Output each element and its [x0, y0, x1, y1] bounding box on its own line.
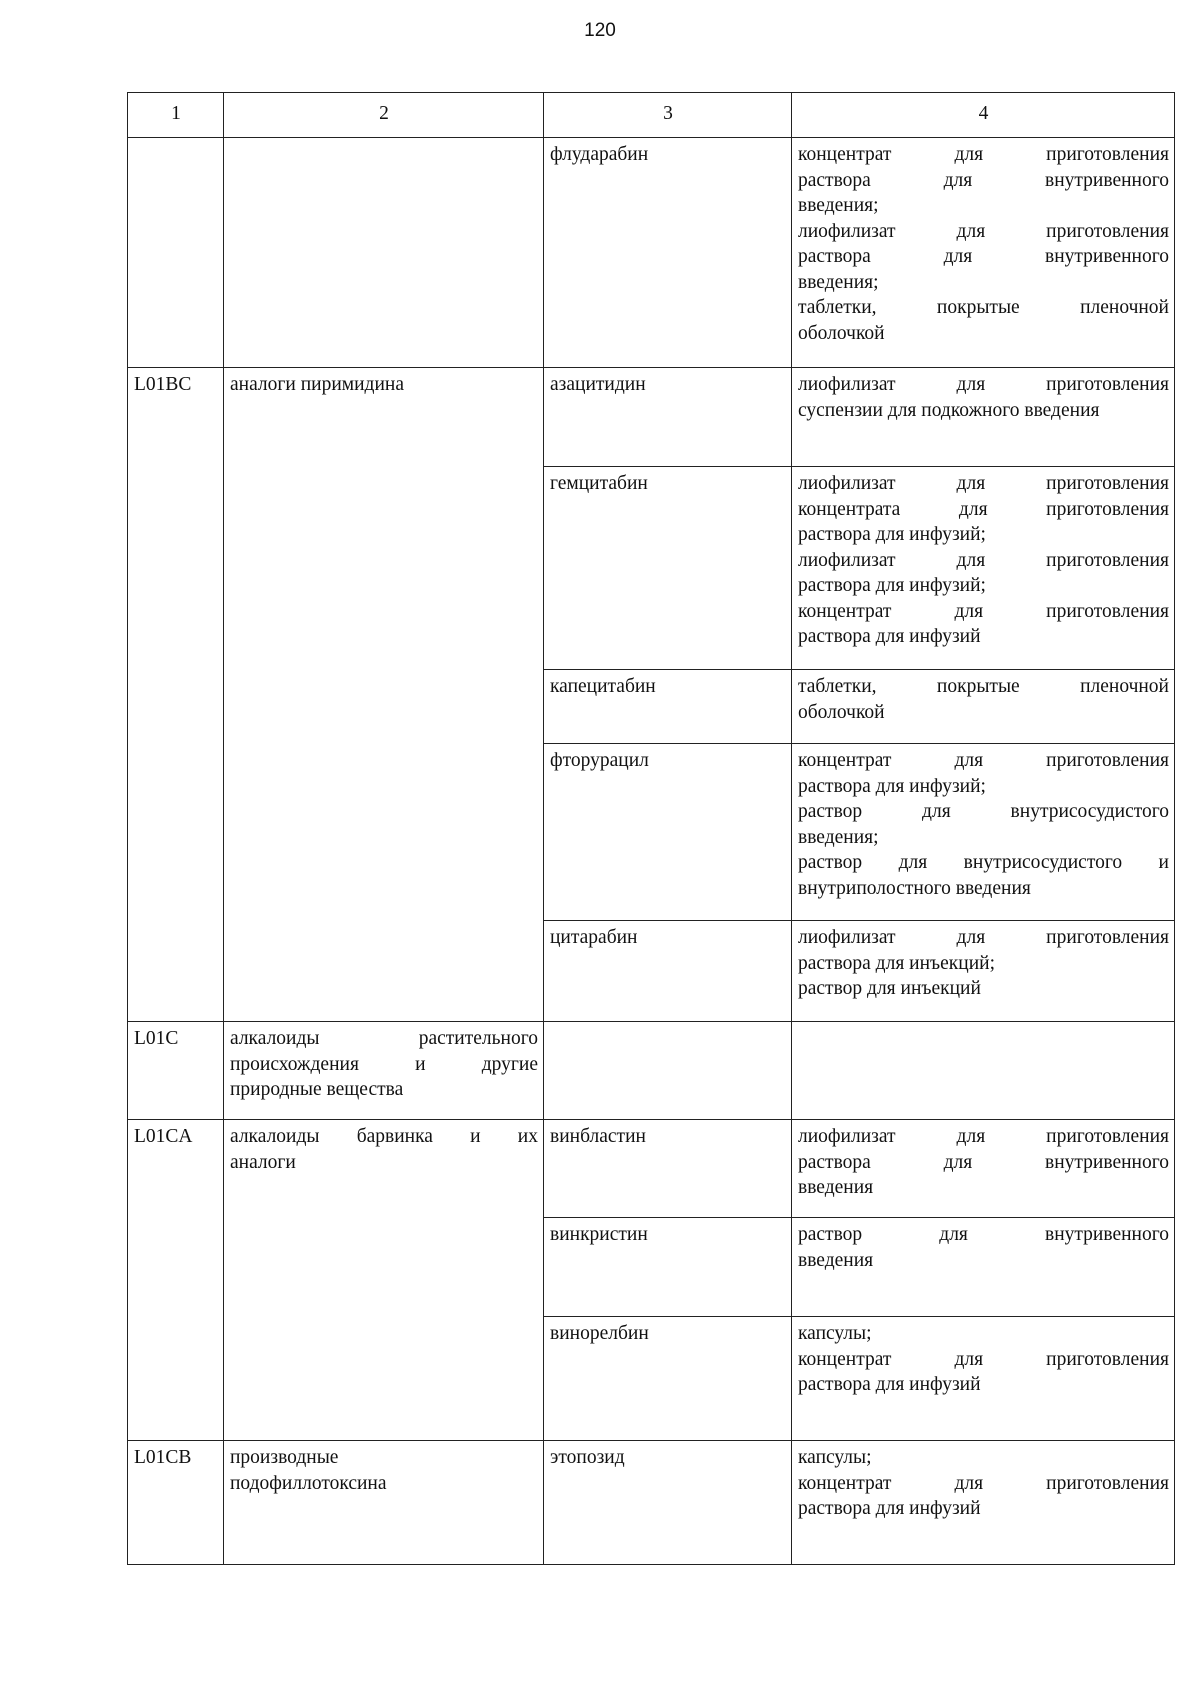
dosage-form-line: лиофилизат для приготовления [798, 549, 1169, 571]
group-cell [224, 1120, 544, 1441]
dosage-forms-cell [792, 744, 1175, 921]
group-cell [224, 1441, 544, 1565]
dosage-form-line: раствора для внутривенного [798, 1151, 1169, 1173]
drug-name-cell: этопозид [544, 1441, 792, 1565]
dosage-form-line: концентрат для приготовления [798, 600, 1169, 622]
dosage-form-line: введения; [798, 271, 879, 293]
table-row [128, 138, 1175, 368]
dosage-form-line: раствора для инфузий [798, 1374, 981, 1395]
group-line: производные [230, 1447, 339, 1468]
atc-code-cell: L01C [128, 1022, 224, 1120]
group-line: алкалоиды барвинка и их [230, 1126, 538, 1147]
dosage-form-line: суспензии для подкожного введения [798, 399, 1100, 421]
dosage-forms-cell [792, 1022, 1175, 1120]
drug-name-cell: винкристин [544, 1218, 792, 1317]
group-cell [224, 138, 544, 368]
dosage-forms-cell [792, 1120, 1175, 1218]
dosage-form-line: лиофилизат для приготовления [798, 927, 1169, 948]
drug-name-cell: винбластин [544, 1120, 792, 1218]
group-line: подофиллотоксина [230, 1472, 387, 1494]
table-row [128, 368, 1175, 467]
dosage-form-line: концентрат для приготовления [798, 1472, 1169, 1494]
group-cell: аналоги пиримидина [224, 368, 544, 1022]
dosage-form-line: раствора для инфузий; [798, 524, 986, 545]
header-col-1: 1 [128, 93, 224, 138]
dosage-form-line: таблетки, покрытые пленочной [798, 297, 1169, 318]
header-col-4: 4 [792, 93, 1175, 138]
dosage-form-line: раствор для инъекций [798, 978, 981, 999]
dosage-forms-cell [792, 138, 1175, 368]
dosage-form-line: оболочкой [798, 322, 885, 344]
drug-table [127, 92, 1175, 1565]
group-line: аналоги [230, 1151, 296, 1173]
table-row [128, 1120, 1175, 1218]
header-col-3: 3 [544, 93, 792, 138]
dosage-form-line: раствора для инфузий [798, 1498, 981, 1519]
page-number: 120 [584, 20, 616, 41]
dosage-form-line: раствора для инфузий [798, 626, 981, 647]
dosage-form-line: раствора для внутривенного [798, 169, 1169, 191]
dosage-form-line: раствор для внутрисосудистого и [798, 852, 1169, 873]
dosage-form-line: лиофилизат для приготовления [798, 220, 1169, 242]
dosage-form-line: капсулы; [798, 1323, 872, 1344]
dosage-forms-cell [792, 670, 1175, 744]
drug-name-cell: азацитидин [544, 368, 792, 467]
dosage-form-line: раствора для инфузий; [798, 575, 986, 596]
drug-name-cell: флударабин [544, 138, 792, 368]
dosage-forms-cell [792, 1441, 1175, 1565]
table-header-row [128, 93, 1175, 138]
drug-name-cell: гемцитабин [544, 467, 792, 670]
dosage-form-line: концентрата для приготовления [798, 498, 1169, 520]
dosage-form-line: капсулы; [798, 1447, 872, 1468]
dosage-form-line: раствора для инфузий; [798, 775, 986, 797]
dosage-form-line: введения; [798, 195, 879, 216]
dosage-forms-cell [792, 467, 1175, 670]
header-col-2: 2 [224, 93, 544, 138]
dosage-form-line: концентрат для приготовления [798, 1348, 1169, 1370]
dosage-form-line: раствора для внутривенного [798, 246, 1169, 267]
dosage-forms-cell [792, 1317, 1175, 1441]
dosage-forms-cell [792, 921, 1175, 1022]
drug-name-cell: капецитабин [544, 670, 792, 744]
drug-name-cell: фторурацил [544, 744, 792, 921]
dosage-form-line: введения [798, 1249, 874, 1271]
atc-code-cell: L01CB [128, 1441, 224, 1565]
dosage-form-line: лиофилизат для приготовления [798, 1126, 1169, 1147]
table-row [128, 1441, 1175, 1565]
dosage-form-line: раствор для внутривенного [798, 1224, 1169, 1245]
drug-name-cell: винорелбин [544, 1317, 792, 1441]
dosage-form-line: лиофилизат для приготовления [798, 374, 1169, 395]
group-cell [224, 1022, 544, 1120]
table-row [128, 1022, 1175, 1120]
group-line: алкалоиды растительного [230, 1028, 538, 1049]
dosage-forms-cell [792, 1218, 1175, 1317]
dosage-form-line: раствора для инъекций; [798, 952, 995, 974]
group-line: происхождения и другие [230, 1053, 538, 1075]
dosage-forms-cell [792, 368, 1175, 467]
dosage-form-line: лиофилизат для приготовления [798, 473, 1169, 494]
dosage-form-line: введения [798, 1177, 874, 1198]
atc-code-cell: L01BC [128, 368, 224, 1022]
dosage-form-line: раствор для внутрисосудистого [798, 801, 1169, 822]
atc-code-cell: L01CA [128, 1120, 224, 1441]
drug-name-cell: цитарабин [544, 921, 792, 1022]
dosage-form-line: введения; [798, 826, 879, 848]
dosage-form-line: оболочкой [798, 701, 885, 723]
atc-code-cell [128, 138, 224, 368]
dosage-form-line: концентрат для приготовления [798, 144, 1169, 165]
dosage-form-line: внутриполостного введения [798, 877, 1031, 899]
dosage-form-line: таблетки, покрытые пленочной [798, 676, 1169, 697]
drug-name-cell [544, 1022, 792, 1120]
dosage-form-line: концентрат для приготовления [798, 750, 1169, 771]
group-line: природные вещества [230, 1079, 404, 1100]
